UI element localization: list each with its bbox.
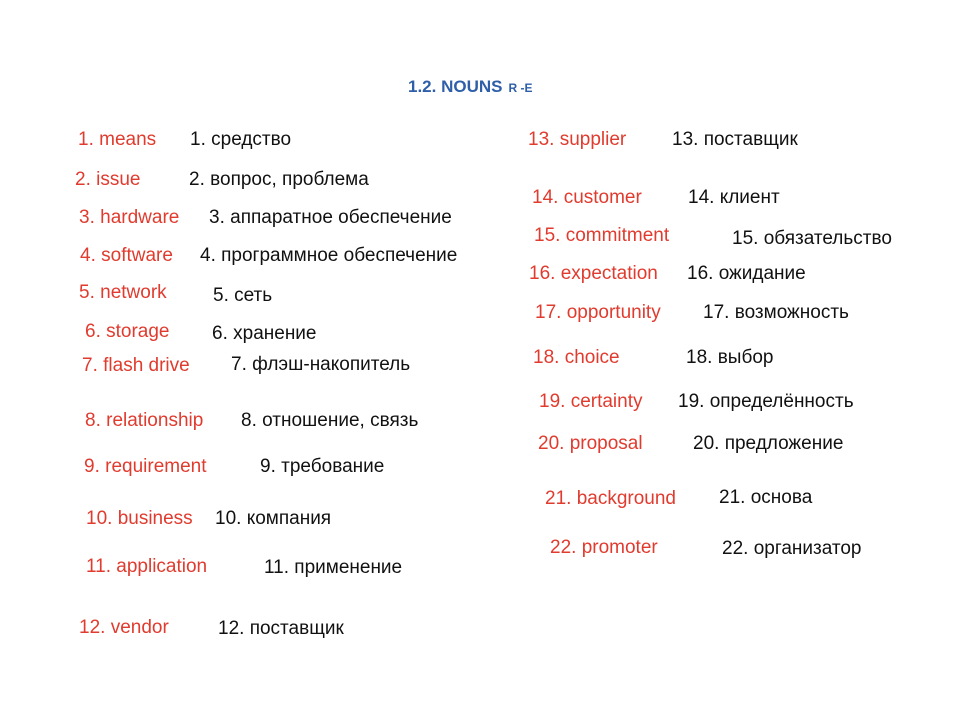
term-ru-16: 16. ожидание: [687, 263, 806, 284]
title-suffix: R -E: [508, 81, 533, 95]
term-en-11: 11. application: [86, 556, 208, 577]
term-ru-10: 10. компания: [215, 508, 332, 529]
term-en-13: 13. supplier: [528, 129, 627, 150]
term-en-18: 18. choice: [533, 347, 620, 368]
term-ru-2: 2. вопрос, проблема: [189, 169, 369, 190]
term-ru-8: 8. отношение, связь: [241, 410, 419, 431]
term-ru-15: 15. обязательство: [732, 228, 892, 249]
term-ru-22: 22. организатор: [722, 538, 862, 559]
term-ru-13: 13. поставщик: [672, 129, 798, 150]
term-en-17: 17. opportunity: [535, 302, 661, 323]
term-en-2: 2. issue: [75, 169, 141, 190]
term-en-1: 1. means: [78, 129, 157, 150]
term-en-4: 4. software: [80, 245, 173, 266]
page-title: [408, 77, 532, 97]
term-en-7: 7. flash drive: [82, 355, 190, 376]
term-en-20: 20. proposal: [538, 433, 643, 454]
term-en-15: 15. commitment: [534, 225, 670, 246]
term-ru-1: 1. средство: [190, 129, 292, 150]
term-ru-21: 21. основа: [719, 487, 813, 508]
term-en-12: 12. vendor: [79, 617, 169, 638]
term-en-3: 3. hardware: [79, 207, 180, 228]
term-en-14: 14. customer: [532, 187, 642, 208]
term-ru-5: 5. сеть: [213, 285, 273, 306]
term-ru-3: 3. аппаратное обеспечение: [209, 207, 452, 228]
term-en-10: 10. business: [86, 508, 193, 529]
term-en-9: 9. requirement: [84, 456, 207, 477]
term-ru-4: 4. программное обеспечение: [200, 245, 458, 266]
term-en-8: 8. relationship: [85, 410, 204, 431]
term-ru-17: 17. возможность: [703, 302, 849, 323]
term-ru-11: 11. применение: [264, 557, 403, 578]
title-main: 1.2. NOUNS: [408, 77, 503, 96]
term-en-6: 6. storage: [85, 321, 170, 342]
term-en-16: 16. expectation: [529, 263, 658, 284]
term-ru-7: 7. флэш-накопитель: [231, 354, 411, 375]
term-en-5: 5. network: [79, 282, 167, 303]
term-ru-12: 12. поставщик: [218, 618, 344, 639]
term-ru-19: 19. определённость: [678, 391, 854, 412]
term-ru-9: 9. требование: [260, 456, 385, 477]
term-en-19: 19. certainty: [539, 391, 643, 412]
term-ru-6: 6. хранение: [212, 323, 317, 344]
term-ru-18: 18. выбор: [686, 347, 774, 368]
term-ru-20: 20. предложение: [693, 433, 844, 454]
term-en-22: 22. promoter: [550, 537, 658, 558]
term-ru-14: 14. клиент: [688, 187, 780, 208]
term-en-21: 21. background: [545, 488, 676, 509]
